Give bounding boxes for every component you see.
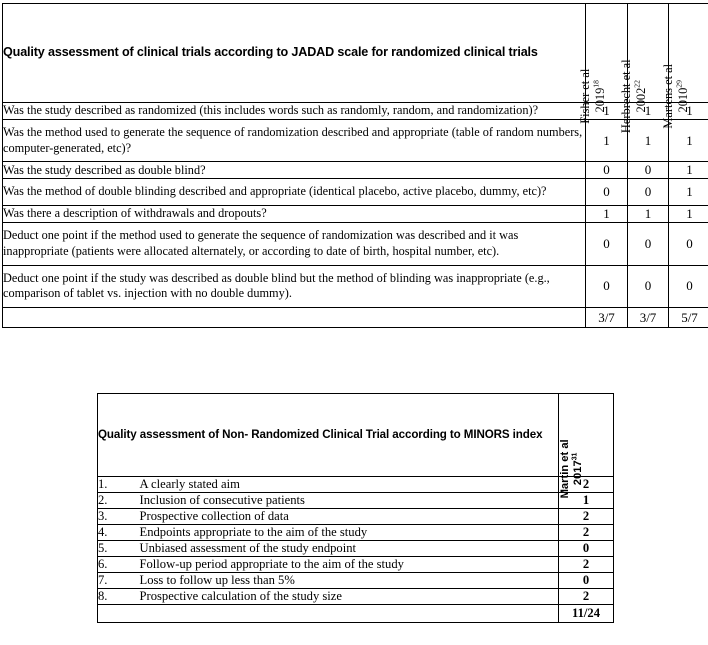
jadad-score-r3c3: 1 [669, 162, 708, 179]
minors-item-2: Inclusion of consecutive patients [140, 493, 559, 509]
jadad-score-r6c2: 0 [628, 223, 669, 265]
jadad-col3-year: 2010 [674, 87, 689, 113]
minors-header-row [98, 394, 614, 477]
list-item [98, 525, 614, 541]
jadad-score-r7c1: 0 [586, 265, 628, 307]
minors-number-5: 5. [98, 541, 140, 557]
jadad-score-r1c2: 1 [628, 103, 669, 120]
table-row [3, 120, 708, 162]
jadad-col1-author: Fisher et al [577, 68, 592, 124]
jadad-question-1: Was the study described as randomized (this includes words such as randomly, random, and randomization)? [3, 103, 586, 120]
jadad-total-martens: 5/7 [669, 308, 708, 328]
jadad-score-r1c3: 1 [669, 103, 708, 120]
minors-item-7: Loss to follow up less than 5% [140, 573, 559, 589]
jadad-score-r5c1: 1 [586, 206, 628, 223]
list-item [98, 509, 614, 525]
jadad-total-fisher: 3/7 [586, 308, 628, 328]
minors-totals-label [98, 605, 559, 623]
jadad-question-2: Was the method used to generate the sequence of randomization described and appropriate (table of random numbers, computer-generated, etc)? [3, 120, 586, 162]
jadad-score-r6c1: 0 [586, 223, 628, 265]
jadad-totals-row [3, 308, 708, 328]
table-row [3, 179, 708, 206]
minors-score-7: 0 [559, 573, 614, 589]
minors-score-3: 2 [559, 509, 614, 525]
jadad-score-r4c1: 0 [586, 179, 628, 206]
jadad-totals-label [3, 308, 586, 328]
minors-score-1: 2 [559, 477, 614, 493]
jadad-score-r2c2: 1 [628, 120, 669, 162]
minors-number-7: 7. [98, 573, 140, 589]
jadad-question-4: Was the method of double blinding described and appropriate (identical placebo, active placebo, dummy, etc)? [3, 179, 586, 206]
jadad-score-r6c3: 0 [669, 223, 708, 265]
minors-item-4: Endpoints appropriate to the aim of the study [140, 525, 559, 541]
minors-number-2: 2. [98, 493, 140, 509]
jadad-title-cell [3, 4, 586, 103]
minors-col-author: Martin et al [559, 439, 572, 499]
minors-item-3: Prospective collection of data [140, 509, 559, 525]
minors-score-6: 2 [559, 557, 614, 573]
table-row [3, 206, 708, 223]
minors-score-8: 2 [559, 589, 614, 605]
list-item [98, 573, 614, 589]
jadad-score-r1c1: 1 [586, 103, 628, 120]
jadad-total-herbrecht: 3/7 [628, 308, 669, 328]
jadad-score-r7c2: 0 [628, 265, 669, 307]
jadad-question-6: Deduct one point if the method used to generate the sequence of randomization was described and it was inappropriate (patients were allocated alternately, or according to date of birth, hospital number, etc). [3, 223, 586, 265]
minors-column-header-martin-text [559, 439, 586, 498]
table-row [3, 162, 708, 179]
table-row [3, 265, 708, 307]
minors-number-1: 1. [98, 477, 140, 493]
minors-column-header-martin [559, 394, 614, 499]
minors-table [97, 393, 614, 623]
jadad-table [2, 3, 708, 328]
jadad-score-r7c3: 0 [669, 265, 708, 307]
jadad-column-header-martens [660, 4, 708, 129]
jadad-col2-year: 2002 [633, 87, 648, 113]
jadad-column-header-fisher-text [577, 68, 606, 123]
jadad-col2-ref: 22 [632, 79, 642, 88]
jadad-question-7: Deduct one point if the study was described as double blind but the method of blinding was inappropriate (e.g., comparison of tablet vs. injection with no double dummy). [3, 265, 586, 307]
minors-title-cell [98, 394, 559, 477]
jadad-score-r4c3: 1 [669, 179, 708, 206]
minors-item-6: Follow-up period appropriate to the aim of the study [140, 557, 559, 573]
minors-score-4: 2 [559, 525, 614, 541]
jadad-table-container [2, 3, 706, 328]
minors-item-5: Unbiased assessment of the study endpoint [140, 541, 559, 557]
jadad-title: Quality assessment of clinical trials according to JADAD scale for randomized clinical trials [3, 45, 538, 60]
minors-table-container [97, 393, 613, 623]
list-item [98, 477, 614, 493]
minors-totals-row [98, 605, 614, 623]
jadad-question-5: Was there a description of withdrawals and dropouts? [3, 206, 586, 223]
jadad-header-row [3, 4, 708, 103]
minors-score-5: 0 [559, 541, 614, 557]
jadad-col3-author: Martens et al [660, 63, 675, 129]
minors-number-3: 3. [98, 509, 140, 525]
jadad-col1-year: 2019 [591, 87, 606, 113]
jadad-score-r3c1: 0 [586, 162, 628, 179]
minors-col-ref: 31 [571, 452, 579, 461]
minors-score-2: 1 [559, 493, 614, 509]
minors-total-score: 11/24 [559, 605, 614, 623]
jadad-question-3: Was the study described as double blind? [3, 162, 586, 179]
jadad-col2-author: Herbrecht et al [618, 59, 633, 133]
minors-col-year: 2017 [572, 460, 585, 486]
list-item [98, 493, 614, 509]
minors-number-6: 6. [98, 557, 140, 573]
list-item [98, 541, 614, 557]
table-row [3, 223, 708, 265]
list-item [98, 589, 614, 605]
jadad-score-r2c3: 1 [669, 120, 708, 162]
minors-number-8: 8. [98, 589, 140, 605]
jadad-score-r5c3: 1 [669, 206, 708, 223]
minors-item-8: Prospective calculation of the study size [140, 589, 559, 605]
jadad-col1-ref: 18 [590, 79, 600, 88]
minors-number-4: 4. [98, 525, 140, 541]
jadad-score-r5c2: 1 [628, 206, 669, 223]
minors-title: Quality assessment of Non- Randomized Clinical Trial according to MINORS index [98, 428, 543, 442]
jadad-score-r4c2: 0 [628, 179, 669, 206]
jadad-column-header-martens-text [660, 64, 689, 129]
jadad-column-header-herbrecht-text [619, 59, 648, 133]
minors-item-1: A clearly stated aim [140, 477, 559, 493]
jadad-score-r2c1: 1 [586, 120, 628, 162]
jadad-col3-ref: 29 [673, 79, 683, 88]
jadad-score-r3c2: 0 [628, 162, 669, 179]
list-item [98, 557, 614, 573]
